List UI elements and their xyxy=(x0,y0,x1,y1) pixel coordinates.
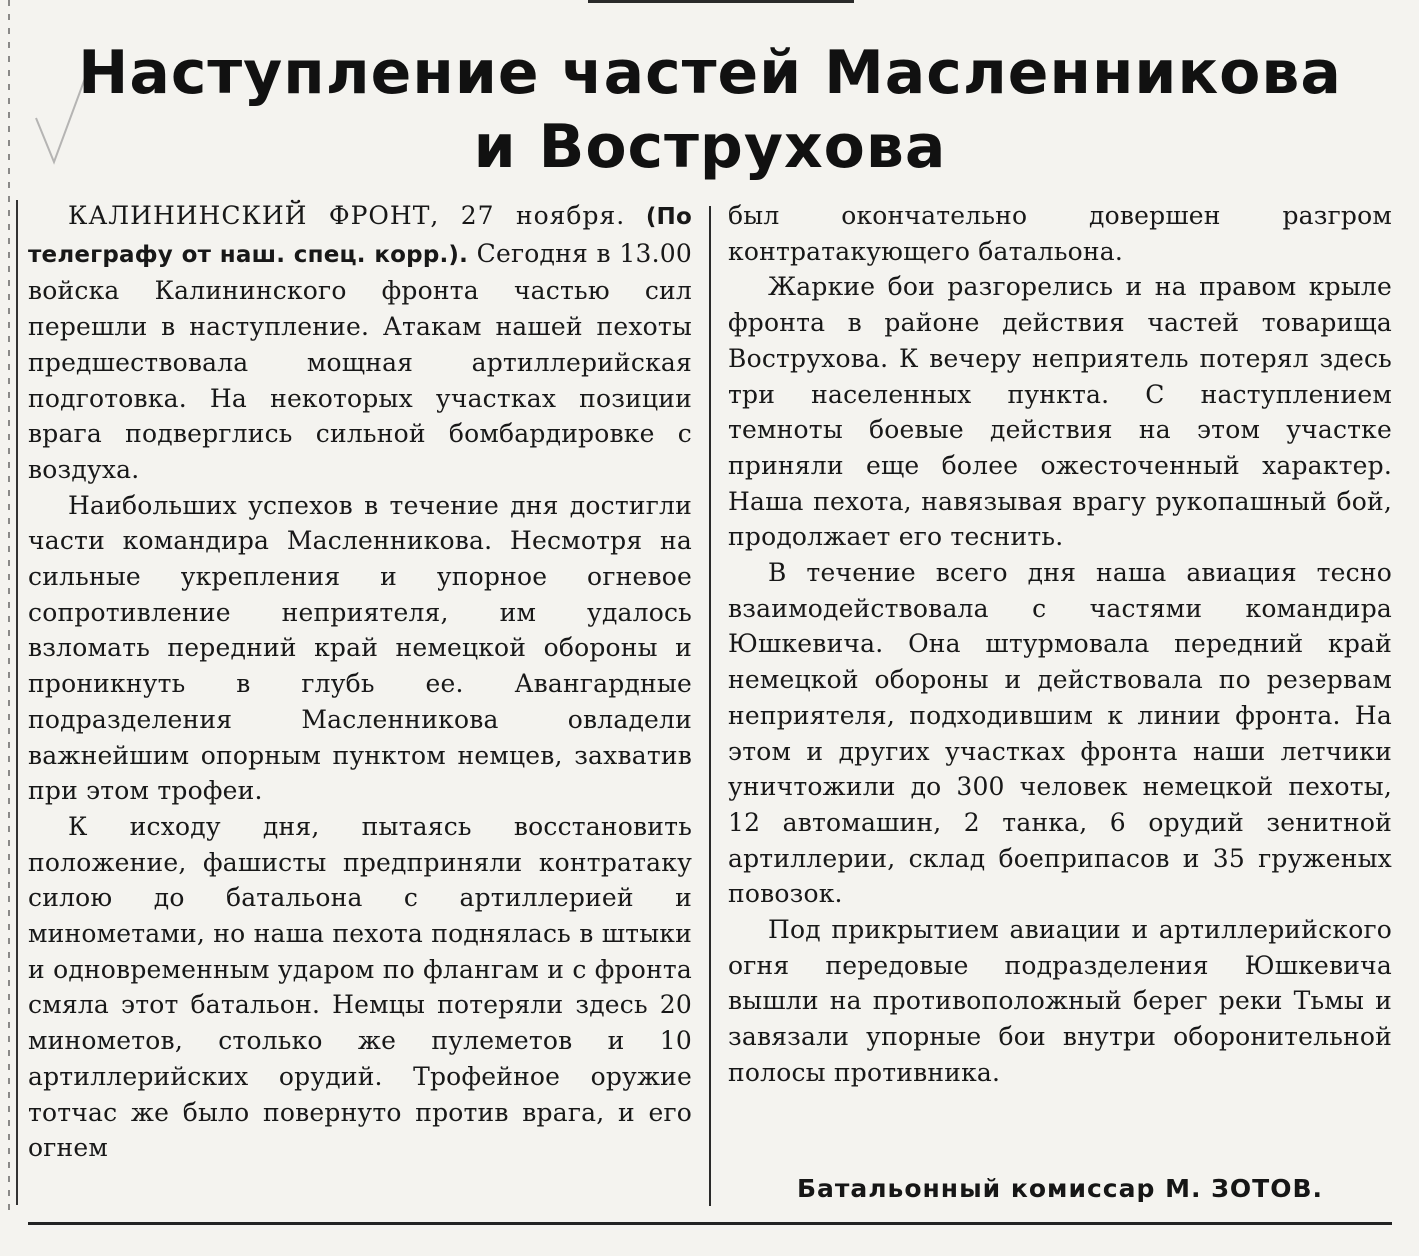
paragraph: К исходу дня, пытаясь восстановить положение, фашисты предприняли контратаку силою до батальона с артиллерией и минометами, но наша пехота поднялась в штыки и одновременным ударом по флангам и с фронта смяла этот батальон. Немцы потеряли здесь 20 минометов, столько же пулеметов и 10 артиллерийских орудий. Трофейное оружие тотчас же было повернуто против врага, и его огнем xyxy=(28,811,692,1163)
paragraph: В течение всего дня наша авиация тесно взаимодействовала с частями командира Юшкевича. Она штурмовала передний край немецкой обороны и действовала по резервам неприятеля, подходившим к линии фронта. На этом и других участках фронта наши летчики уничтожили до 300 человек немецкой пехоты, 12 автомашин, 2 танка, 6 орудий зенитной артиллерии, склад боеприпасов и 35 груженых повозок. xyxy=(728,558,1392,909)
article-body xyxy=(0,198,1419,1208)
top-rule xyxy=(588,0,854,3)
headline xyxy=(60,36,1360,184)
signature: Батальонный комиссар М. ЗОТОВ. xyxy=(796,1174,1324,1203)
headline-line-1: Наступление частей Масленникова xyxy=(78,38,1342,108)
column-right xyxy=(728,198,1392,1091)
column-left xyxy=(28,198,692,1166)
dateline: КАЛИНИНСКИЙ ФРОНТ, 27 ноября. xyxy=(68,201,626,230)
lead-text: Сегодня в 13.00 войска Калининского фронта частью сил перешли в наступление. Атакам нашей пехоты предшествовала мощная артиллерийская подготовка. На некоторых участках позиции врага подверглись сильной бомбардировке с воздуха. xyxy=(28,238,692,484)
paragraph: Наибольших успехов в течение дня достигли части командира Масленникова. Несмотря на сильные укрепления и упорное огневое сопротивление неприятеля, им удалось взломать передний край немецкой обороны и проникнуть в глубь ее. Авангардные подразделения Масленникова овладели важнейшим опорным пунктом немцев, захватив при этом трофеи. xyxy=(28,490,692,806)
source-credit: (По телеграфу от наш. спец. корр.). xyxy=(28,204,692,268)
headline-line-2: и Вострухова xyxy=(473,112,947,182)
paragraph-lead xyxy=(28,198,692,488)
paragraph-continuation: был окончательно довершен разгром контратакующего батальона. xyxy=(728,201,1392,266)
paragraph: Под прикрытием авиации и артиллерийского огня передовые подразделения Юшкевича вышли на противоположный берег реки Тьмы и завязали упорные бои внутри оборонительной полосы противника. xyxy=(728,915,1392,1087)
bottom-rule xyxy=(28,1222,1392,1225)
paragraph: Жаркие бои разгорелись и на правом крыле фронта в районе действия частей товарища Вострухова. К вечеру неприятель потерял здесь три населенных пункта. С наступлением темноты боевые действия на этом участке приняли еще более ожесточенный характер. Наша пехота, навязывая врагу рукопашный бой, продолжает его теснить. xyxy=(728,272,1392,552)
